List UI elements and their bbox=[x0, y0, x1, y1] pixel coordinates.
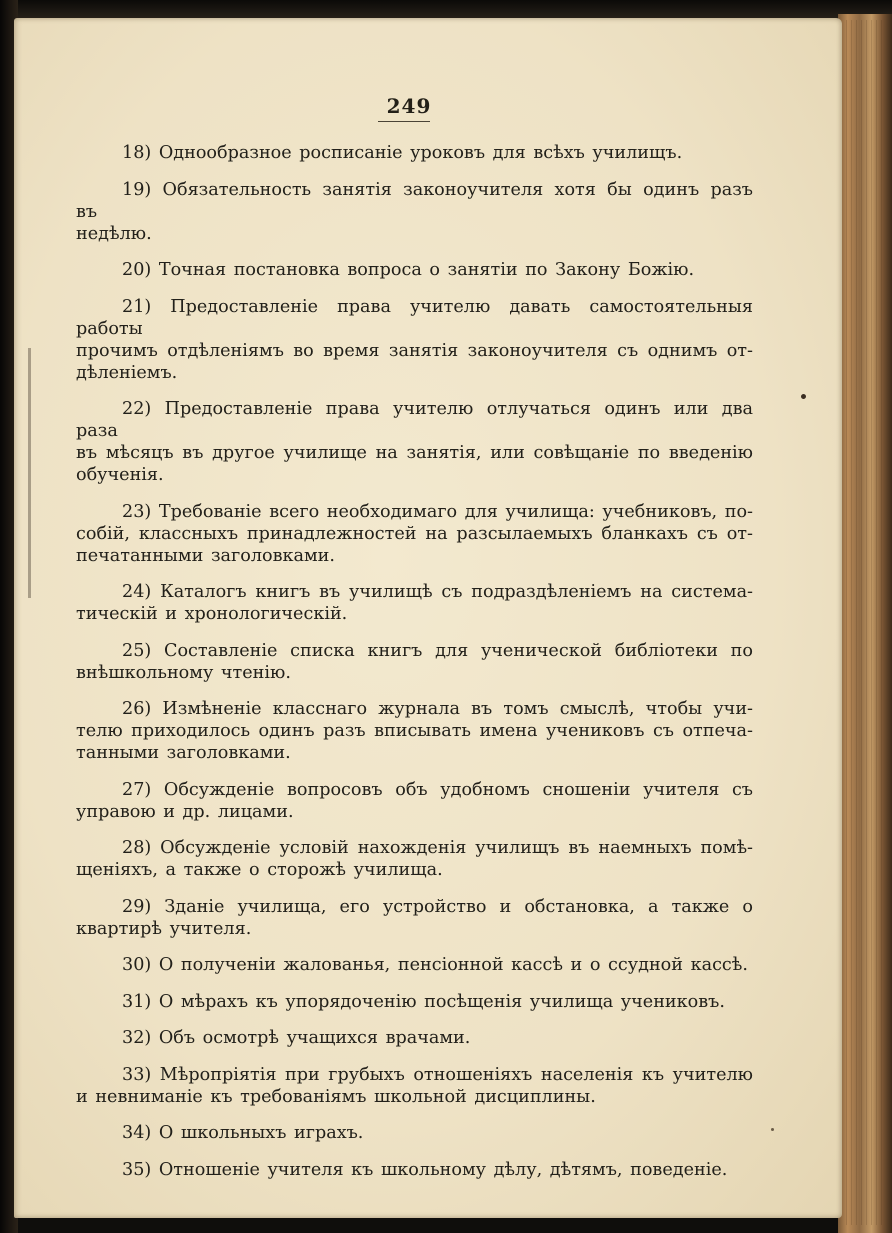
text-line: и невниманіе къ требованіямъ школьной дисциплины. bbox=[76, 1086, 596, 1107]
list-item bbox=[76, 501, 753, 567]
list-item bbox=[76, 581, 753, 625]
text-line: щеніяхъ, а также о сторожѣ училища. bbox=[76, 860, 443, 880]
text-line: въ мѣсяцъ въ другое училище на занятія, или совѣщаніе по введенію bbox=[76, 443, 753, 463]
text-line: дѣленіемъ. bbox=[76, 362, 178, 383]
text-line: 34) О школьныхъ играхъ. bbox=[122, 1123, 364, 1143]
text-line: 20) Точная постановка вопроса о занятіи по Закону Божію. bbox=[122, 260, 695, 280]
list-item bbox=[76, 1064, 753, 1108]
list-item bbox=[76, 259, 753, 281]
text-line: тическій и хронологическій. bbox=[76, 604, 348, 624]
list-item bbox=[76, 398, 753, 486]
text-line: 18) Однообразное росписаніе уроковъ для всѣхъ училищъ. bbox=[122, 143, 683, 163]
text-line: 26) Измѣненіе класснаго журнала въ томъ смыслѣ, чтобы учи- bbox=[122, 699, 753, 719]
text-line: печатанными заголовками. bbox=[76, 545, 335, 566]
page-stack-lines bbox=[846, 20, 886, 1225]
list-item bbox=[76, 640, 753, 684]
list-item bbox=[76, 779, 753, 823]
text-line: 33) Мѣропріятія при грубыхъ отношеніяхъ населенія къ учителю bbox=[122, 1064, 753, 1085]
page-number-rule bbox=[378, 121, 430, 122]
text-line: обученія. bbox=[76, 465, 164, 485]
text-line: 31) О мѣрахъ къ упорядоченію посѣщенія училища учениковъ. bbox=[122, 991, 725, 1012]
text-line: 28) Обсужденіе условій нахожденія училищъ въ наемныхъ помѣ- bbox=[122, 838, 753, 858]
list-item bbox=[76, 1027, 753, 1049]
list-item bbox=[76, 296, 753, 384]
text-line: 30) О полученіи жалованья, пенсіонной кассѣ и о ссудной кассѣ. bbox=[122, 955, 748, 975]
page-text bbox=[76, 142, 753, 1195]
text-line: телю приходилось одинъ разъ вписывать имена учениковъ съ отпеча- bbox=[76, 721, 753, 741]
text-line: прочимъ отдѣленіямъ во время занятія законоучителя съ однимъ от- bbox=[76, 340, 753, 361]
text-line: танными заголовками. bbox=[76, 743, 291, 763]
text-line: 22) Предоставленіе права учителю отлучаться одинъ или два раза bbox=[76, 399, 753, 441]
text-line: недѣлю. bbox=[76, 223, 152, 244]
text-line: 24) Каталогъ книгъ въ училищѣ съ подраздѣленіемъ на система- bbox=[122, 582, 753, 602]
list-item bbox=[76, 179, 753, 245]
text-line: 21) Предоставленіе права учителю давать самостоятельныя работы bbox=[76, 296, 753, 339]
text-line: квартирѣ учителя. bbox=[76, 918, 252, 939]
text-line: 32) Объ осмотрѣ учащихся врачами. bbox=[122, 1028, 471, 1048]
text-line: собій, классныхъ принадлежностей на разсылаемыхъ бланкахъ съ от- bbox=[76, 523, 753, 544]
list-item bbox=[76, 837, 753, 881]
list-item bbox=[76, 991, 753, 1013]
text-line: 23) Требованіе всего необходимаго для училища: учебниковъ, по- bbox=[122, 501, 753, 522]
gutter-shadow bbox=[28, 348, 31, 598]
text-line: 35) Отношеніе учителя къ школьному дѣлу, дѣтямъ, поведеніе. bbox=[122, 1159, 728, 1180]
list-item bbox=[76, 954, 753, 976]
text-line: 25) Составленіе списка книгъ для ученической библіотеки по bbox=[122, 640, 753, 661]
page-number: 249 bbox=[386, 94, 432, 118]
ink-speck bbox=[771, 1128, 774, 1131]
text-line: управою и др. лицами. bbox=[76, 801, 294, 822]
list-item bbox=[76, 896, 753, 940]
list-item bbox=[76, 1122, 753, 1144]
list-item bbox=[76, 1159, 753, 1181]
list-item bbox=[76, 142, 753, 164]
text-line: 29) Зданіе училища, его устройство и обстановка, а также о bbox=[122, 896, 753, 917]
text-line: 27) Обсужденіе вопросовъ объ удобномъ сношеніи учителя съ bbox=[122, 779, 753, 800]
list-item bbox=[76, 698, 753, 764]
text-line: внѣшкольному чтенію. bbox=[76, 662, 291, 683]
text-line: 19) Обязательность занятія законоучителя хотя бы одинъ разъ въ bbox=[76, 179, 753, 222]
